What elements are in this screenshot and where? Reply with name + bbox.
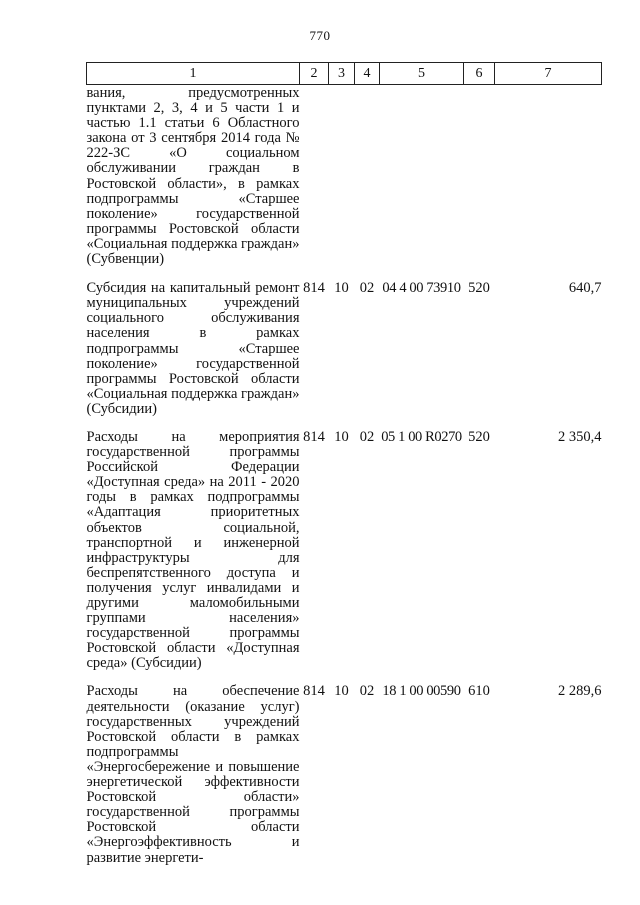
row-subsection: 02 (359, 683, 375, 700)
row-amount: 2 289,6 (558, 683, 602, 700)
row-expense-type: 520 (468, 428, 490, 445)
column-header-1: 1 (87, 63, 300, 85)
table-row (87, 85, 602, 282)
row-section (329, 85, 355, 282)
table-row (87, 281, 602, 430)
row-ministry-code (300, 85, 329, 282)
column-header-7: 7 (495, 63, 602, 85)
row-target-article: 05 1 00 R0270 (381, 428, 462, 445)
row-ministry-code: 814 (303, 683, 325, 700)
table-row (87, 430, 602, 685)
row-amount (495, 85, 602, 282)
header-row (87, 63, 602, 85)
column-header-3: 3 (329, 63, 355, 85)
row-amount: 640,7 (568, 280, 602, 297)
row-description: Субсидия на капитальный ремонт муниципальных учреждений социального обслуживания населения в рамках подпрограммы «Старшее поколение» государственной программы Ростовской области «Социальная поддержка граждан» (Субсидии) (86, 280, 300, 417)
row-section: 10 (334, 683, 349, 700)
row-expense-type (464, 85, 495, 282)
row-subsection (355, 85, 380, 282)
row-description: Расходы на мероприятия государственной программы Российской Федерации «Доступная среда» на 2011 - 2020 годы в рамках подпрограммы «Адаптация приоритетных объектов социальной, транспортной и инженерной инфраструктуры для беспрепятственного доступа и получения услуг инвалидами и другими маломобильными группами населения» государственной программы Ростовской области «Доступная среда» (Субсидии) (86, 428, 300, 672)
budget-table (86, 62, 602, 879)
row-ministry-code: 814 (303, 428, 325, 445)
row-subsection: 02 (359, 428, 375, 445)
table-row (87, 684, 602, 878)
row-target-article: 18 1 00 00590 (382, 683, 461, 700)
row-expense-type: 610 (468, 683, 490, 700)
page-number: 770 (309, 28, 331, 43)
row-subsection: 02 (359, 280, 375, 297)
column-header-2: 2 (300, 63, 329, 85)
column-header-4: 4 (355, 63, 380, 85)
column-header-5: 5 (380, 63, 464, 85)
row-description: вания, предусмотренных пунктами 2, 3, 4 и 5 части 1 и частью 1.1 статьи 6 Областного закона от 3 сентября 2014 года № 222-ЗС «О социальном обслуживании граждан в Ростовской области», в рамках подпрограммы «Старшее поколение» государственной программы Ростовской области «Социальная поддержка граждан» (Субвенции) (86, 85, 300, 268)
row-target-article (380, 85, 464, 282)
row-target-article: 04 4 00 73910 (382, 280, 461, 297)
column-header-6: 6 (464, 63, 495, 85)
row-ministry-code: 814 (303, 280, 325, 297)
row-section: 10 (334, 428, 349, 445)
row-description: Расходы на обеспечение деятельности (оказание услуг) государственных учреждений Ростовской области в рамках подпрограммы «Энергосбережение и повышение энергетической эффективности Ростовской области» государственной программы Ростовской области «Энергоэффективность и развитие энергети- (86, 683, 300, 866)
row-section: 10 (334, 280, 349, 297)
row-amount: 2 350,4 (558, 428, 602, 445)
row-expense-type: 520 (468, 280, 490, 297)
